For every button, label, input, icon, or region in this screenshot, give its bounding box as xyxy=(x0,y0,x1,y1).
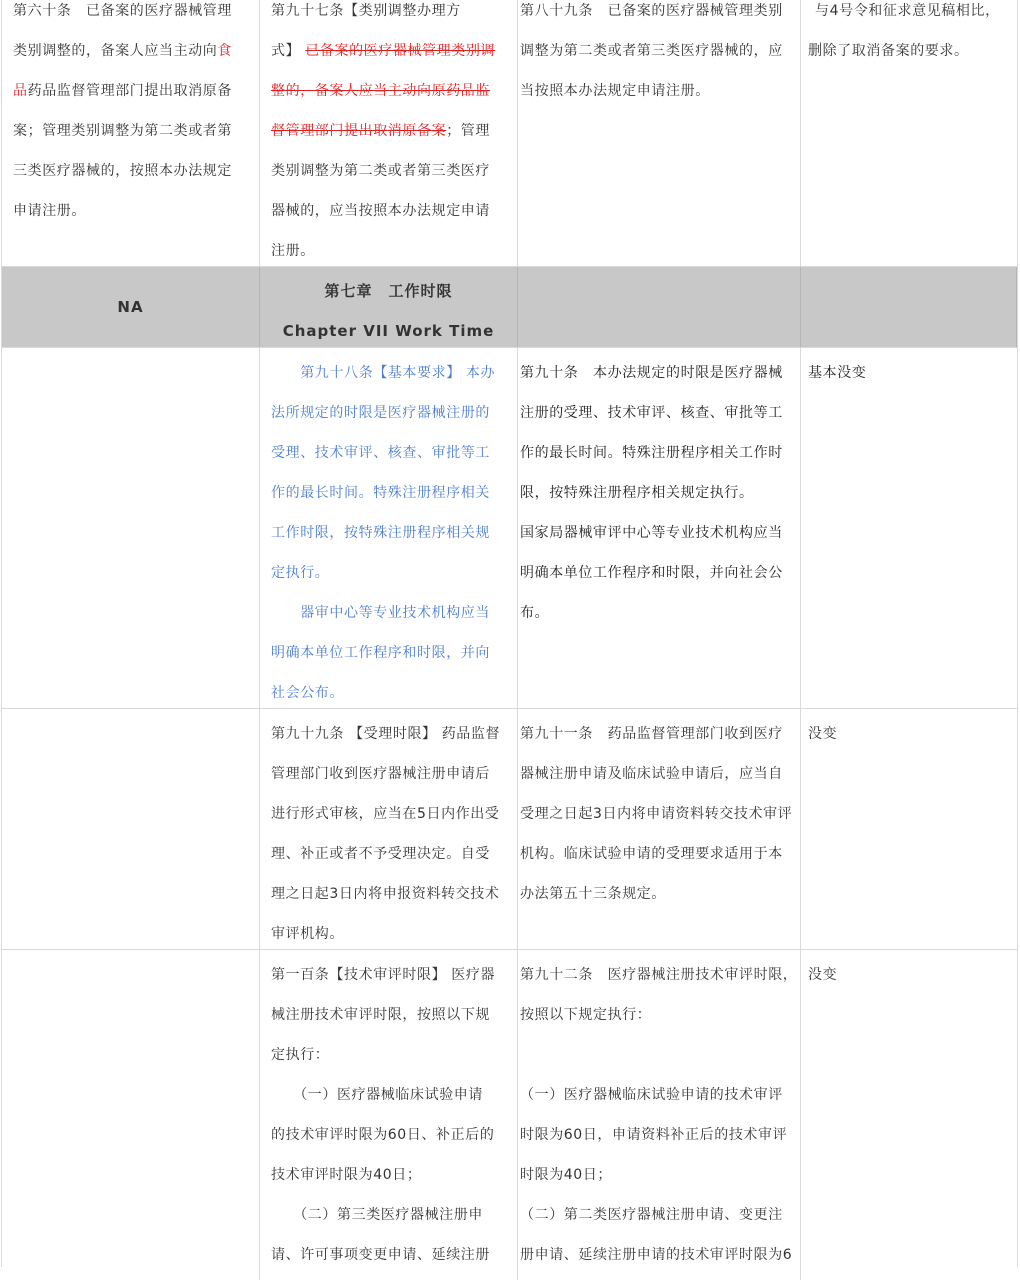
cell-text: 没变 xyxy=(808,726,838,742)
comparison-table xyxy=(1,0,1018,1267)
cell-reference-article xyxy=(518,709,801,949)
text-line: 类别调整的，备案人应当主动向 xyxy=(13,43,218,59)
table-row xyxy=(2,950,1017,1280)
red-text: 品 xyxy=(13,83,28,99)
table-row xyxy=(2,709,1017,950)
cell-new-article xyxy=(260,348,518,708)
chapter-header-row xyxy=(2,267,1017,348)
cell-remark xyxy=(801,950,1017,1280)
na-label: NA xyxy=(117,298,144,316)
cell-text: 第九十八条【基本要求】 本办 法所规定的时限是医疗器械注册的 受理、技术审评、核查、审批等工 作的最长时间。特殊注册程序相关 工作时限，按特殊注册程序相关规 定执行。 器审中心等专业技术机构应当 明确本单位工作程序和时限，并向 社会公布。 xyxy=(271,365,496,701)
cell-new-article xyxy=(260,950,518,1280)
cell-text: 第九十七条【类别调整办理方 式】 已备案的医疗器械管理类别调 整的，备案人应当主动向原药品监 督管理部门提出取消原备案；管理 类别调整为第二类或者第三类医疗 器械的，应当按照本办法规定申请 注册。 xyxy=(271,3,496,259)
cell-text: 第八十九条 已备案的医疗器械管理类别 调整为第二类或者第三类医疗器械的，应 当按照本办法规定申请注册。 xyxy=(520,3,783,99)
red-text: 食 xyxy=(217,43,233,59)
cell-text: 第九十条 本办法规定的时限是医疗器械 注册的受理、技术审评、核查、审批等工 作的最长时间。特殊注册程序相关工作时 限，按特殊注册程序相关规定执行。 国家局器械审评中心等专业技术机构应当 明确本单位工作程序和时限，并向社会公 布。 xyxy=(520,365,783,621)
cell-reference-article xyxy=(518,0,801,266)
cell-new-article xyxy=(260,0,518,266)
chapter-title-en: Chapter VII Work Time xyxy=(282,322,495,340)
cell-text: 与4号令和征求意见稿相比， 删除了取消备案的要求。 xyxy=(808,3,1000,59)
table-row xyxy=(2,348,1017,709)
cell-empty xyxy=(801,267,1017,347)
cell-text: 没变 xyxy=(808,967,838,983)
cell-text: 第九十九条 【受理时限】 药品监督 管理部门收到医疗器械注册申请后 进行形式审核，应当在5日内作出受 理、补正或者不予受理决定。自受 理之日起3日内将申报资料转交技术 审评机构。 xyxy=(271,726,501,942)
cell-chapter-title xyxy=(260,267,518,347)
deleted-text: 整的，备案人应当主动向原药品监 xyxy=(271,83,490,99)
cell-remark xyxy=(801,0,1017,266)
cell-remark xyxy=(801,709,1017,949)
chapter-title-cn: 第七章 工作时限 xyxy=(324,282,453,300)
cell-na xyxy=(2,267,260,347)
cell-old-article xyxy=(2,709,260,949)
cell-text: 第九十一条 药品监督管理部门收到医疗 器械注册申请及临床试验申请后，应当自 受理之日起3日内将申请资料转交技术审评 机构。临床试验申请的受理要求适用于本 办法第五十三条规定。 xyxy=(520,726,793,902)
cell-reference-article xyxy=(518,950,801,1280)
cell-remark xyxy=(801,348,1017,708)
cell-text: 第一百条【技术审评时限】 医疗器 械注册技术审评时限，按照以下规 定执行： （一）医疗器械临床试验申请 的技术审评时限为60日、补正后的 技术审评时限为40日； （二）第三类医疗器械注册申 请、许可事项变更申请、延续注册 xyxy=(271,967,496,1263)
cell-reference-article xyxy=(518,348,801,708)
deleted-text: 督管理部门提出取消原备案 xyxy=(271,123,447,139)
deleted-text: 已备案的医疗器械管理类别调 xyxy=(305,43,496,59)
table-row xyxy=(2,0,1017,267)
cell-text: 基本没变 xyxy=(808,365,867,381)
cell-old-article xyxy=(2,0,260,266)
cell-new-article xyxy=(260,709,518,949)
cell-empty xyxy=(518,267,801,347)
cell-text: 第六十条 已备案的医疗器械管理 类别调整的，备案人应当主动向食 品药品监督管理部门提出取消原备 案；管理类别调整为第二类或者第 三类医疗器械的，按照本办法规定 申请注册。 xyxy=(13,3,233,219)
cell-text: 第九十二条 医疗器械注册技术审评时限， 按照以下规定执行： （一）医疗器械临床试验申请的技术审评 时限为60日，申请资料补正后的技术审评 时限为40日； （二）第二类医疗器械注册申请、变更注 册申请、延续注册申请的技术审评时限为6 xyxy=(520,967,798,1263)
cell-old-article xyxy=(2,348,260,708)
cell-old-article xyxy=(2,950,260,1280)
